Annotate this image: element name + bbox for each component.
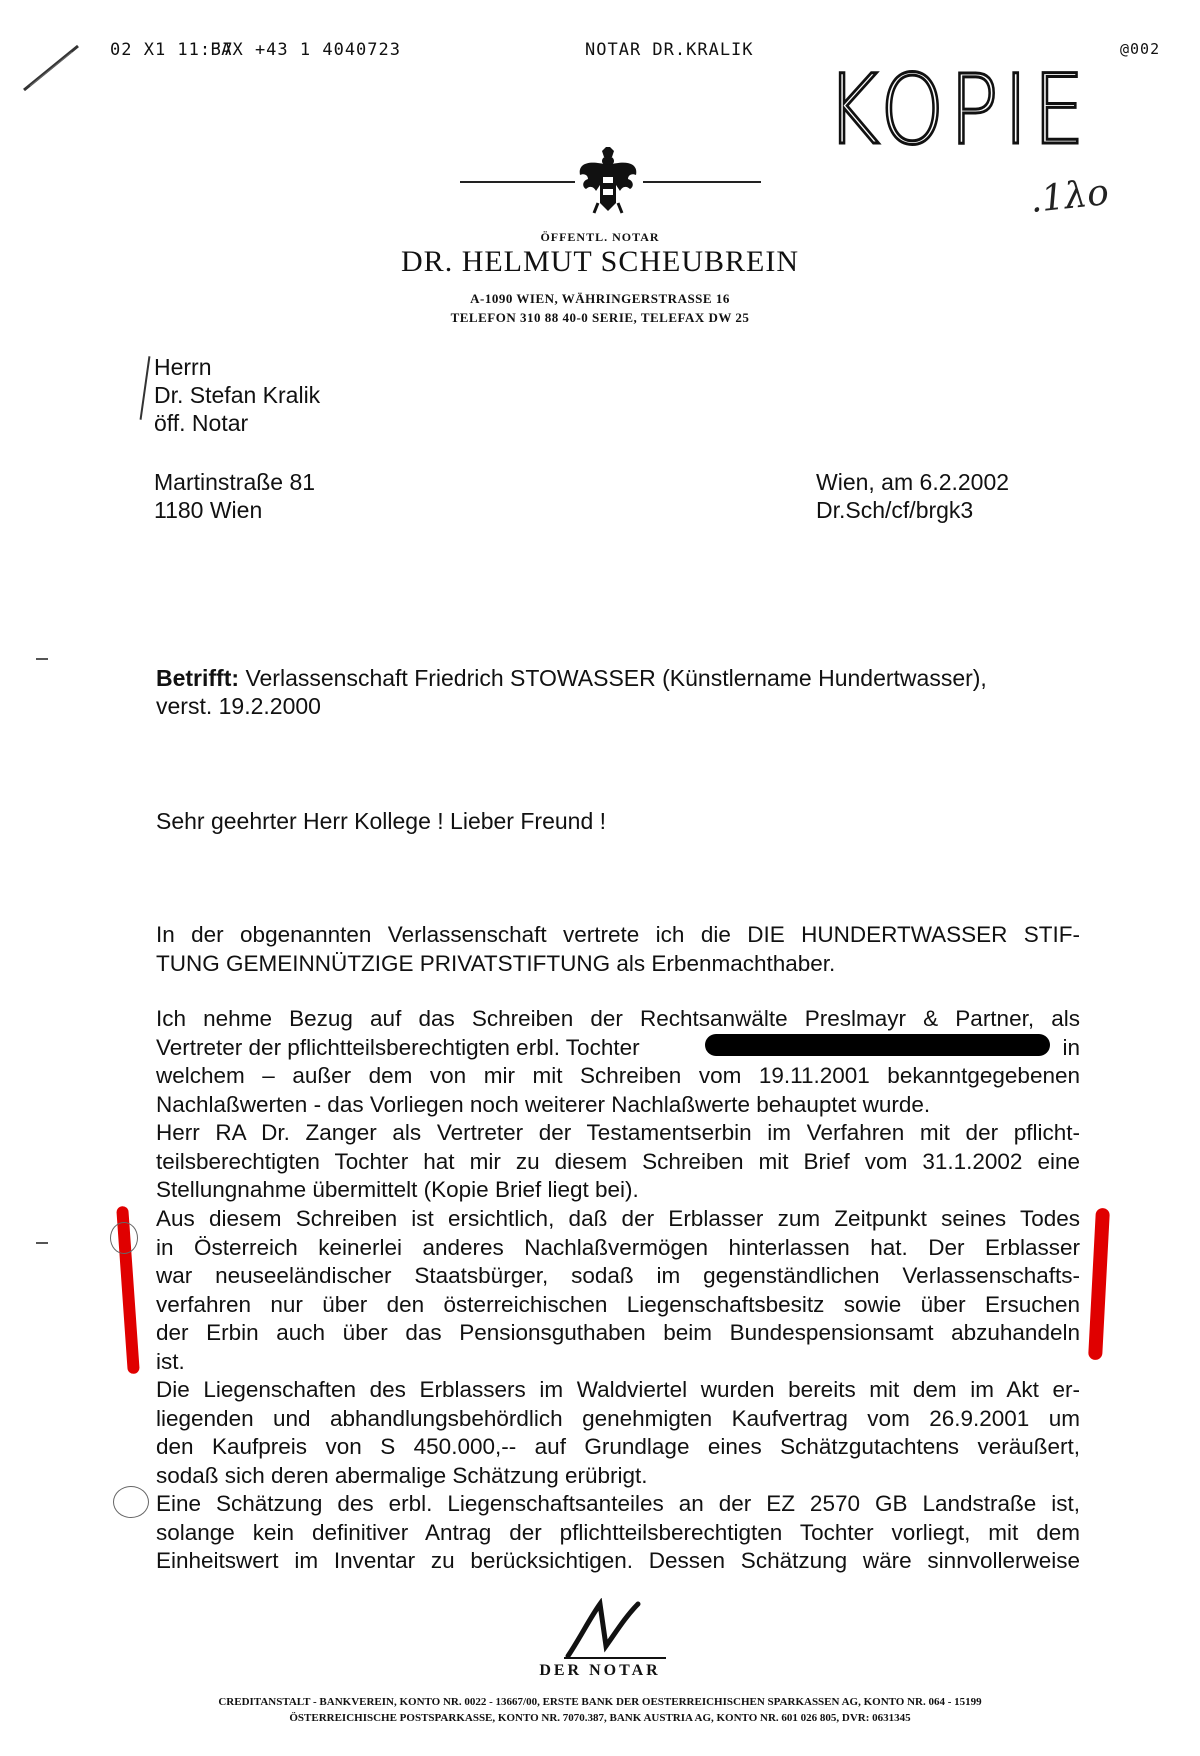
- recipient-name: Dr. Stefan Kralik: [154, 382, 321, 408]
- eagle-crest-icon: [576, 145, 640, 217]
- footer-bank-line-1: CREDITANSTALT - BANKVEREIN, KONTO NR. 0022 - 13667/00, ERSTE BANK DER OESTERREICHISCHEN SPARKASSEN AG, KONTO NR. 064 - 15199: [218, 1696, 982, 1708]
- footer-bank-line-2: ÖSTERREICHISCHE POSTSPARKASSE, KONTO NR. 7070.387, BANK AUSTRIA AG, KONTO NR. 601 026 805, DVR: 0631345: [289, 1712, 911, 1724]
- letterhead: [0, 145, 1200, 345]
- body-line: Herr RA Dr. Zanger als Vertreter der Testamentserbin im Verfahren mit der pflicht-: [156, 1120, 1080, 1145]
- fax-sender: NOTAR DR.KRALIK: [585, 40, 754, 60]
- margin-dash: [36, 658, 48, 660]
- body-line: In der obgenannten Verlassenschaft vertrete ich die DIE HUNDERTWASSER STIF-: [156, 922, 1080, 947]
- red-marker-right: [1088, 1208, 1110, 1361]
- recipient-address: [154, 353, 320, 437]
- subject-line: [156, 664, 1076, 720]
- pencil-circle-mark: [110, 1222, 138, 1254]
- recipient-salutation: Herrn: [154, 354, 212, 380]
- letterhead-rule-left: [460, 181, 575, 183]
- body-line: war neuseeländischer Staatsbürger, sodaß im gegenständlichen Verlassenschafts-: [156, 1263, 1080, 1288]
- body-line: Eine Schätzung des erbl. Liegenschaftsanteiles an der EZ 2570 GB Landstraße ist,: [156, 1491, 1080, 1516]
- body-line: verfahren nur über den österreichischen Liegenschaftsbesitz sowie über Ersuchen: [156, 1291, 1080, 1317]
- body-line: Die Liegenschaften des Erblassers im Waldviertel wurden bereits mit dem im Akt er-: [156, 1377, 1080, 1402]
- salutation: Sehr geehrter Herr Kollege ! Lieber Freund !: [156, 808, 607, 834]
- subject-text-2: verst. 19.2.2000: [156, 693, 321, 719]
- body-line-text: Vertreter der pflichtteilsberechtigten erbl. Tochter: [156, 1034, 640, 1060]
- subject-label: Betrifft:: [156, 665, 240, 691]
- kopie-stamp: KOPIE: [826, 54, 1090, 166]
- body-line: teilsberechtigten Tochter hat mir zu diesem Schreiben mit Brief vom 31.1.2002 eine: [156, 1148, 1080, 1174]
- body-line: Nachlaßwerten - das Vorliegen noch weiterer Nachlaßwerte behauptet wurde.: [156, 1091, 931, 1117]
- body-line: ist.: [156, 1348, 185, 1374]
- body-line: Aus diesem Schreiben ist ersichtlich, daß der Erblasser zum Zeitpunkt seines Todes: [156, 1206, 1080, 1231]
- fax-page: @002: [1120, 40, 1161, 58]
- body-paragraph-4-highlighted: [156, 1205, 1080, 1376]
- footer-notary-label: DER NOTAR: [539, 1662, 661, 1679]
- redaction-bar: [705, 1034, 1050, 1056]
- body-line: solange kein definitiver Antrag der pflichtteilsberechtigten Tochter vorliegt, mit dem: [156, 1519, 1080, 1545]
- pencil-circle-mark: [113, 1486, 149, 1518]
- body-line: der Erbin auch über das Pensionsguthaben beim Bundespensionsamt abzuhandeln: [156, 1320, 1080, 1345]
- body-paragraph-2: [156, 1005, 1080, 1119]
- body-line-tail: in: [1062, 1034, 1080, 1060]
- notary-signature-logo-icon: [560, 1598, 670, 1664]
- body-line: welchem – außer dem von mir mit Schreiben vom 19.11.2001 bekanntgegebenen: [156, 1063, 1080, 1088]
- letter-date: Wien, am 6.2.2002: [816, 469, 1010, 495]
- scratch-mark-icon: [22, 42, 82, 92]
- recipient-street: Martinstraße 81: [154, 469, 316, 495]
- recipient-margin-mark: [140, 356, 151, 420]
- recipient-city: 1180 Wien: [154, 497, 263, 523]
- letterhead-rule-right: [643, 181, 761, 183]
- letterhead-phone: TELEFON 310 88 40-0 SERIE, TELEFAX DW 25: [450, 310, 750, 325]
- letter-reference: Dr.Sch/cf/brgk3: [816, 497, 974, 523]
- body-line: Einheitswert im Inventar zu berücksichtigen. Dessen Schätzung wäre sinnvollerweise: [156, 1548, 1080, 1573]
- recipient-title: öff. Notar: [154, 410, 249, 436]
- body-line: TUNG GEMEINNÜTZIGE PRIVATSTIFTUNG als Erbenmachthaber.: [156, 950, 836, 976]
- letterhead-address: A-1090 WIEN, WÄHRINGERSTRASSE 16: [470, 291, 730, 306]
- subject-text: Verlassenschaft Friedrich STOWASSER (Künstlername Hundertwasser),: [245, 665, 987, 691]
- handwritten-mark: .1λo: [1028, 171, 1111, 222]
- letterhead-name: DR. HELMUT SCHEUBREIN: [401, 245, 799, 278]
- fax-datetime: 02 X1 11:37: [110, 40, 234, 60]
- date-block: [816, 468, 1009, 524]
- body-line: Stellungnahme übermittelt (Kopie Brief liegt bei).: [156, 1177, 639, 1202]
- body-paragraph-5: [156, 1376, 1080, 1490]
- body-line: Ich nehme Bezug auf das Schreiben der Rechtsanwälte Preslmayr & Partner, als: [156, 1006, 1080, 1031]
- letterhead-office: ÖFFENTL. NOTAR: [540, 230, 660, 244]
- body-paragraph-3: [156, 1119, 1080, 1205]
- fax-number: FAX +43 1 4040723: [210, 40, 401, 60]
- body-line: in Österreich keinerlei anderes Nachlaßvermögen hinterlassen hat. Der Erblasser: [156, 1234, 1080, 1260]
- body-line: liegenden und abhandlungsbehördlich genehmigten Kaufvertrag vom 26.9.2001 um: [156, 1405, 1080, 1431]
- recipient-street-block: [154, 468, 315, 524]
- body-line: den Kaufpreis von S 450.000,-- auf Grundlage eines Schätzgutachtens veräußert,: [156, 1434, 1080, 1459]
- body-paragraph-1: [156, 921, 1080, 978]
- body-paragraph-6: [156, 1490, 1080, 1576]
- margin-dash: [36, 1242, 48, 1244]
- body-line: sodaß sich deren abermalige Schätzung erübrigt.: [156, 1462, 648, 1488]
